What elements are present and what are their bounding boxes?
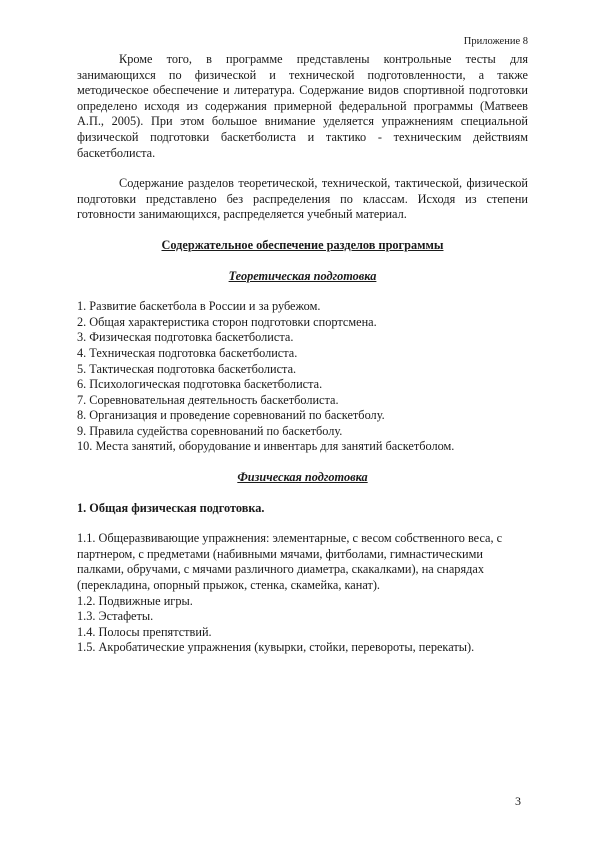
list-item: 1.5. Акробатические упражнения (кувырки, стойки, перевороты, перекаты).	[77, 640, 475, 655]
list-item: 8. Организация и проведение соревнований по баскетболу.	[77, 408, 385, 423]
list-item: 1. Развитие баскетбола в России и за рубежом.	[77, 299, 321, 314]
page-content	[77, 52, 528, 656]
appendix-label: Приложение 8	[463, 36, 528, 47]
list-item: 5. Тактическая подготовка баскетболиста.	[77, 361, 297, 376]
section-title: Содержательное обеспечение разделов программы	[161, 237, 444, 252]
list-item: 10. Места занятий, оборудование и инвентарь для занятий баскетболом.	[77, 439, 455, 454]
list-item: 1.1. Общеразвивающие упражнения: элементарные, с весом собственного веса, с партнером, с предметами (набивными мячами, фитболами, гимнастическими палками, обручами, с мячами различного диаметра, скакалками), на снарядах (перекладина, опорный прыжок, стенка, скамейка, канат).	[77, 531, 503, 593]
list-item: 3. Физическая подготовка баскетболиста.	[77, 330, 294, 345]
theory-title: Теоретическая подготовка	[228, 268, 377, 283]
intro-paragraph-2: Содержание разделов теоретической, технической, тактической, физической подготовки представлено без распределения по классам. Исходя из степени готовности занимающихся, распределяется учебный материал.	[77, 176, 528, 222]
list-item: 2. Общая характеристика сторон подготовки спортсмена.	[77, 314, 377, 329]
theory-list	[77, 299, 528, 455]
physical-title: Физическая подготовка	[237, 470, 368, 485]
intro-paragraph-1: Кроме того, в программе представлены контрольные тесты для занимающихся по физической и технической подготовленности, а также методическое обеспечение и литература. Содержание видов спортивной подготовки определено исходя из содержания примерной федеральной программы (Матвеев А.П., 2005). При этом большое внимание уделяется упражнениям специальной физической подготовки баскетболиста и тактико - техническим действиям баскетболиста.	[77, 52, 528, 160]
list-item: 6. Психологическая подготовка баскетболиста.	[77, 377, 323, 392]
list-item: 4. Техническая подготовка баскетболиста.	[77, 345, 298, 360]
page-number: 3	[515, 794, 521, 808]
list-item: 1.4. Полосы препятствий.	[77, 624, 212, 639]
list-item: 1.3. Эстафеты.	[77, 609, 154, 624]
list-item: 9. Правила судейства соревнований по баскетболу.	[77, 423, 343, 438]
list-item: 7. Соревновательная деятельность баскетболиста.	[77, 392, 339, 407]
list-item: 1.2. Подвижные игры.	[77, 593, 193, 608]
physical-subheading: 1. Общая физическая подготовка.	[77, 500, 265, 515]
